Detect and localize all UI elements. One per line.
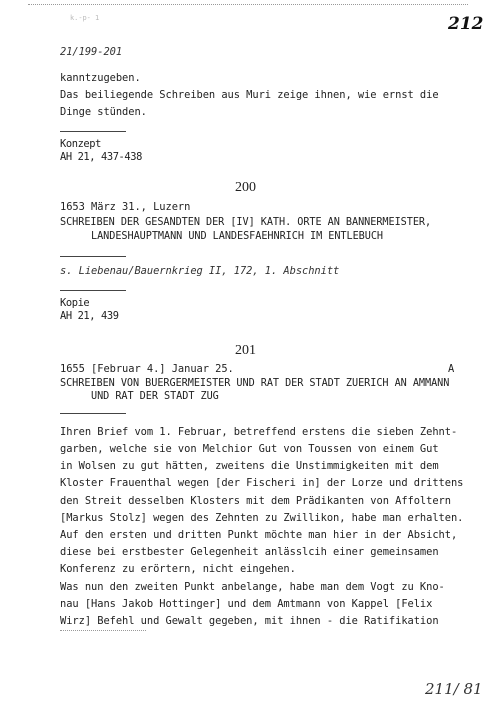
separator-rule bbox=[60, 413, 126, 414]
continuation-line-3: Dinge stünden. bbox=[60, 106, 147, 118]
entry-201-title-line-2: UND RAT DER STADT ZUG bbox=[91, 391, 219, 402]
entry-200-title-line-2: LANDESHAUPTMANN UND LANDESFAEHNRICH IM ENTLEBUCH bbox=[91, 231, 384, 242]
source-reference: AH 21, 437-438 bbox=[60, 151, 142, 163]
entry-201-title-line-1: SCHREIBEN VON BUERGERMEISTER UND RAT DER STADT ZUERICH AN AMMANN bbox=[60, 378, 450, 389]
entry-201-mark: A bbox=[448, 363, 455, 375]
entry-201-date: 1655 [Februar 4.] Januar 25. bbox=[60, 363, 234, 375]
body-line-5: den Streit desselben Klosters mit dem Prädikanten von Affoltern bbox=[60, 495, 451, 507]
body-line-9: Konferenz zu erörtern, nicht eingehen. bbox=[60, 563, 296, 575]
entry-200-date: 1653 März 31., Luzern bbox=[60, 201, 191, 213]
separator-rule bbox=[60, 131, 126, 132]
handwritten-page-number: 212 bbox=[448, 14, 484, 34]
body-line-4: Kloster Frauenthal wegen [der Fischeri in] der Lorze und drittens bbox=[60, 477, 464, 489]
bottom-dotted-rule bbox=[60, 630, 146, 631]
continuation-line-2: Das beiliegende Schreiben aus Muri zeige ihnen, wie ernst die bbox=[60, 89, 439, 101]
source-reference: AH 21, 439 bbox=[60, 310, 119, 322]
entry-200-title-line-1: SCHREIBEN DER GESANDTEN DER [IV] KATH. ORTE AN BANNERMEISTER, bbox=[60, 217, 432, 228]
body-line-11: nau [Hans Jakob Hottinger] und dem Amtmann von Kappel [Felix bbox=[60, 598, 433, 610]
entry-number-200: 200 bbox=[235, 180, 256, 195]
body-line-10: Was nun den zweiten Punkt anbelange, habe man dem Vogt zu Kno- bbox=[60, 581, 445, 593]
body-line-2: garben, welche sie von Melchior Gut von Toussen von einem Gut bbox=[60, 443, 439, 455]
continuation-line-1: kanntzugeben. bbox=[60, 72, 141, 84]
body-line-6: [Markus Stolz] wegen des Zehnten zu Zwillikon, habe man erhalten. bbox=[60, 512, 464, 524]
body-line-12: Wirz] Befehl und Gewalt gegeben, mit ihnen - die Ratifikation bbox=[60, 615, 439, 627]
body-line-7: Auf den ersten und dritten Punkt möchte man hier in der Absicht, bbox=[60, 529, 458, 541]
source-type: Kopie bbox=[60, 297, 90, 309]
literature-reference: s. Liebenau/Bauernkrieg II, 172, 1. Abschnitt bbox=[60, 265, 340, 277]
body-line-3: in Wolsen zu gut hätten, zweitens die Unstimmigkeiten mit dem bbox=[60, 460, 439, 472]
separator-rule bbox=[60, 290, 126, 291]
handwritten-annotation: 211/ 81 bbox=[425, 680, 483, 698]
body-line-1: Ihren Brief vom 1. Februar, betreffend erstens die sieben Zehnt- bbox=[60, 426, 458, 438]
body-line-8: diese bei erstbester Gelegenheit anlässlcih einer gemeinsamen bbox=[60, 546, 439, 558]
separator-rule bbox=[60, 256, 126, 257]
source-type: Konzept bbox=[60, 138, 101, 150]
top-edge-dots bbox=[28, 4, 468, 5]
faint-mark: k.-p- 1 bbox=[70, 14, 100, 22]
page-reference: 21/199-201 bbox=[60, 46, 123, 58]
entry-number-201: 201 bbox=[235, 343, 256, 358]
